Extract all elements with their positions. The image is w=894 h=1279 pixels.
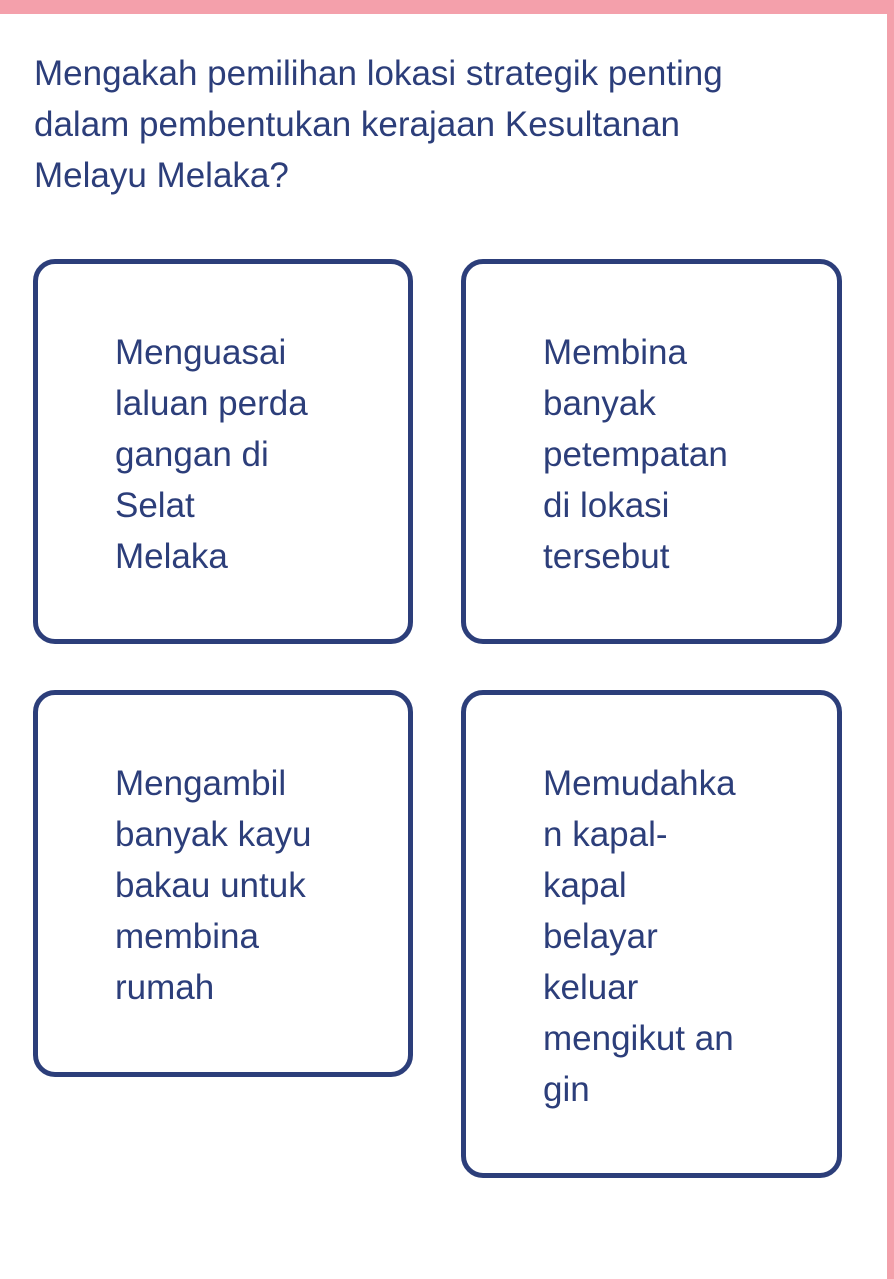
answer-option-b[interactable] xyxy=(461,259,842,644)
answer-option-b-label: Membina banyak petempatan di lokasi tersebut xyxy=(543,333,728,576)
answer-option-a-label: Menguasai laluan perda gangan di Selat Melaka xyxy=(115,333,308,576)
answer-option-c-label: Mengambil banyak kayu bakau untuk membina rumah xyxy=(115,764,312,1007)
answer-option-c[interactable] xyxy=(33,690,413,1077)
question-text: Mengakah pemilihan lokasi strategik penting dalam pembentukan kerajaan Kesultanan Melayu Melaka? xyxy=(34,54,723,195)
right-accent-bar xyxy=(887,0,894,1279)
answer-option-d[interactable] xyxy=(461,690,842,1178)
answer-option-d-label: Memudahka n kapal- kapal belayar keluar mengikut an gin xyxy=(543,764,736,1109)
top-accent-bar xyxy=(0,0,894,14)
answer-option-a[interactable] xyxy=(33,259,413,644)
